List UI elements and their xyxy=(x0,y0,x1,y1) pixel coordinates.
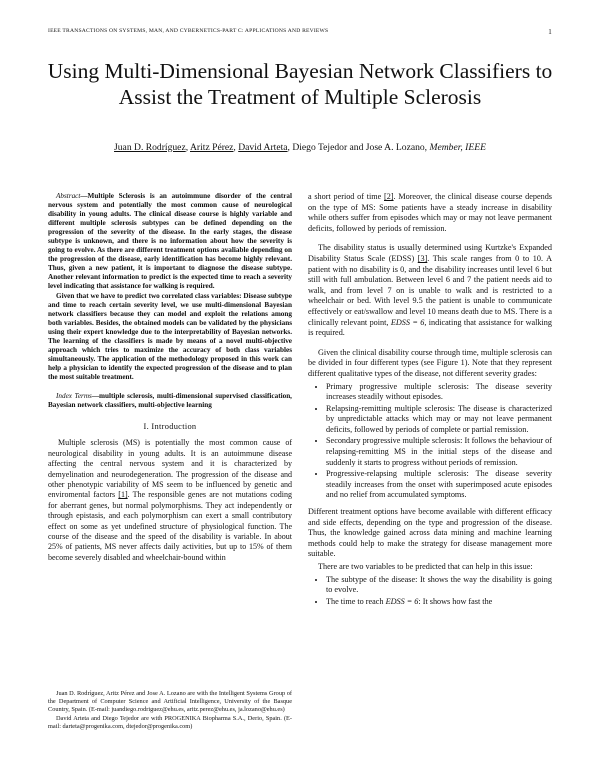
footnote-affiliation: Juan D. Rodríguez, Aritz Pérez and Jose A. Lozano are with the Intelligent Systems Group of the Department of Computer Science and Artificial Intelligence, University of the Basque Country, Spain. (E-mail: juandiego.rodriguez@ehu.es, aritz.perez@ehu.es, ja.lozano@ehu.es) xyxy=(48,690,292,714)
list-item xyxy=(326,597,552,608)
paper-title: Using Multi-Dimensional Bayesian Network Classifiers to Assist the Treatment of Multiple Sclerosis xyxy=(47,59,553,109)
index-terms xyxy=(48,392,292,410)
introduction-body xyxy=(48,438,292,563)
body-text: The time to reach xyxy=(326,596,386,606)
author-names: , Diego Tejedor and Jose A. Lozano, xyxy=(287,142,428,153)
index-terms-text: —multiple sclerosis, multi-dimensional supervised classification, Bayesian network classifiers, multi-objective learning xyxy=(48,392,292,409)
citation-link[interactable]: [1] xyxy=(118,490,128,500)
math-expression: EDSS = 6 xyxy=(385,596,419,606)
section-heading: I. Introduction xyxy=(143,422,197,431)
body-text: . This scale ranges from 0 to 10. A patient with no disability is 0, and the disability increases until level 6 but still with full ambulation. Between level 6 and 7 the patient needs aid to walk, and from level 7 on is unable to walk and is restricted to a wheelchair or bed. With level 9.5 the patient is unable to communicate effectively or eat/swallow and level 10 means death due to MS. There is a clinically relevant point, xyxy=(308,253,553,327)
abstract-paragraph: Given that we have to predict two correlated class variables: Disease subtype and time to reach certain severity level, we use multi-dimensional Bayesian network classifiers because they can model and exploit the relations among both variables. Besides, the obtained models can be validated by the physicians using their expert knowledge due to the interpretability of Bayesian networks. The learning of the classifiers is made by means of a novel multi-objective approach which tries to maximize the accuracy of both class variables simultaneously. The application of the methodology proposed in this work can help a physician to identify the expected progression of the disease and to plan the most suitable treatment. xyxy=(48,292,292,381)
index-terms-label: Index Terms xyxy=(56,392,92,400)
list-item: • Relapsing-remitting multiple sclerosis: The disease is characterized by unpredictable attacks which may or may not leave permanent deficits, followed by periods of complete or partial remission. xyxy=(326,404,552,436)
author-membership: Member, IEEE xyxy=(429,142,486,153)
author-link[interactable]: Aritz Pérez xyxy=(190,142,234,153)
body-text: . The responsible genes are not mutations coding for aberrant genes, but normal polymorphisms. They act independently or through epistasis, and each polymorphism can exert a small contributory effect on some as yet undefined structure of physiological function. The course of the disease and the speed of the disability is variable. In about 25% of patients, MS never affects daily activities, but up to 15% of them become severely disabled and wheelchair-bound within xyxy=(48,490,292,562)
ms-types-list xyxy=(308,382,552,502)
math-expression: EDSS = 6 xyxy=(390,317,425,327)
left-column xyxy=(48,192,292,563)
citation-link[interactable]: [2] xyxy=(384,192,394,201)
journal-name: IEEE TRANSACTIONS ON SYSTEMS, MAN, AND CYBERNETICS-PART C: APPLICATIONS AND REVIEWS xyxy=(48,28,329,34)
list-item: • Secondary progressive multiple sclerosis: It follows the behaviour of relapsing-remitting MS in the initial steps of the disease and suddenly it starts to progress without periods of remission. xyxy=(326,436,552,468)
body-text: Multiple sclerosis (MS) is potentially the most common cause of neurological disability in young adults. It is an autoimmune disease affecting the central nervous system and it is characterized by demyelination and neurodegeneration. The progression of the disease and other phenotypic variability of MS seem to be influenced by genetic and enviromental factors xyxy=(48,438,292,500)
body-paragraph xyxy=(308,243,552,338)
page-number: 1 xyxy=(548,28,552,36)
body-text: : It shows how fast the xyxy=(418,596,493,606)
author-separator: , xyxy=(233,142,239,153)
body-text: . Moreover, the clinical disease course depends on the type of MS: Some patients have a steady increase in disability while others suffer from episodes which may or may not leave permanent deficits, followed by periods of remission. xyxy=(308,192,552,233)
body-paragraph: There are two variables to be predicted that can help in this issue: xyxy=(318,562,533,571)
body-paragraph xyxy=(48,438,292,563)
citation-link[interactable]: [3] xyxy=(417,253,428,263)
list-item: • Progressive-relapsing multiple sclerosis: The disease severity steadily increases from the onset with superimposed acute episodes and no relief from accumulated symptoms. xyxy=(326,469,552,501)
abstract-label: Abstract xyxy=(56,192,81,200)
variables-list xyxy=(308,575,552,608)
author-line xyxy=(40,142,560,153)
author-link[interactable]: Juan D. Rodríguez xyxy=(114,142,186,153)
author-link[interactable]: David Arteta xyxy=(238,142,288,153)
body-text: , indicating that assistance for walking is required. xyxy=(308,317,552,338)
body-text: a short period of time xyxy=(308,192,384,201)
body-paragraph xyxy=(308,192,552,234)
abstract-paragraph xyxy=(48,192,292,291)
footnote xyxy=(48,690,292,731)
running-header xyxy=(48,28,552,34)
list-item: • Primary progressive multiple sclerosis: The disease severity increases steadily without episodes. xyxy=(326,382,552,403)
author-separator: , xyxy=(185,142,190,153)
body-text: The disability status is usually determined using Kurtzke's Expanded Disability Status Scale (EDSS) xyxy=(308,243,552,263)
body-paragraph: Different treatment options have become available with different efficacy and side effects, depending on the type and progression of the disease. Thus, the knowledge gained across data mining and machine learning methods could help to make the strategy for disease management more suitable. xyxy=(308,507,552,559)
list-item: • The subtype of the disease: It shows the way the disability is going to evolve. xyxy=(326,575,552,596)
body-paragraph: Given the clinical disability course through time, multiple sclerosis can be divided in four different types (see Figure 1). Note that they represent different qualitative types of the disease, not different severity grades: xyxy=(308,347,552,378)
right-column xyxy=(308,192,552,613)
footnote-affiliation: David Arteta and Diego Tejedor are with PROGENIKA Biopharma S.A., Derio, Spain. (E-mail: darteta@progenika.com, dtejedor@progenika.com) xyxy=(48,714,292,730)
abstract-text: —Multiple Sclerosis is an autoimmune disorder of the central nervous system and potentially the most common cause of neurological disability in young adults. The clinical disease course is highly variable and different multiple sclerosis subtypes can be defined depending on the progression of the severity of the disease. In the early stages, the disease subtype is unknown, and there is no information about how the severity is going to evolve. As there are different treatment options avaliable depending on the progression of the disease, early identification has become highly relevant. Thus, given a new patient, it is important to diagnose the disease subtype. Another relevant information to predict is the expected time to reach a severity level indicating that assistance for walking is required. xyxy=(48,192,292,290)
abstract xyxy=(48,192,292,382)
